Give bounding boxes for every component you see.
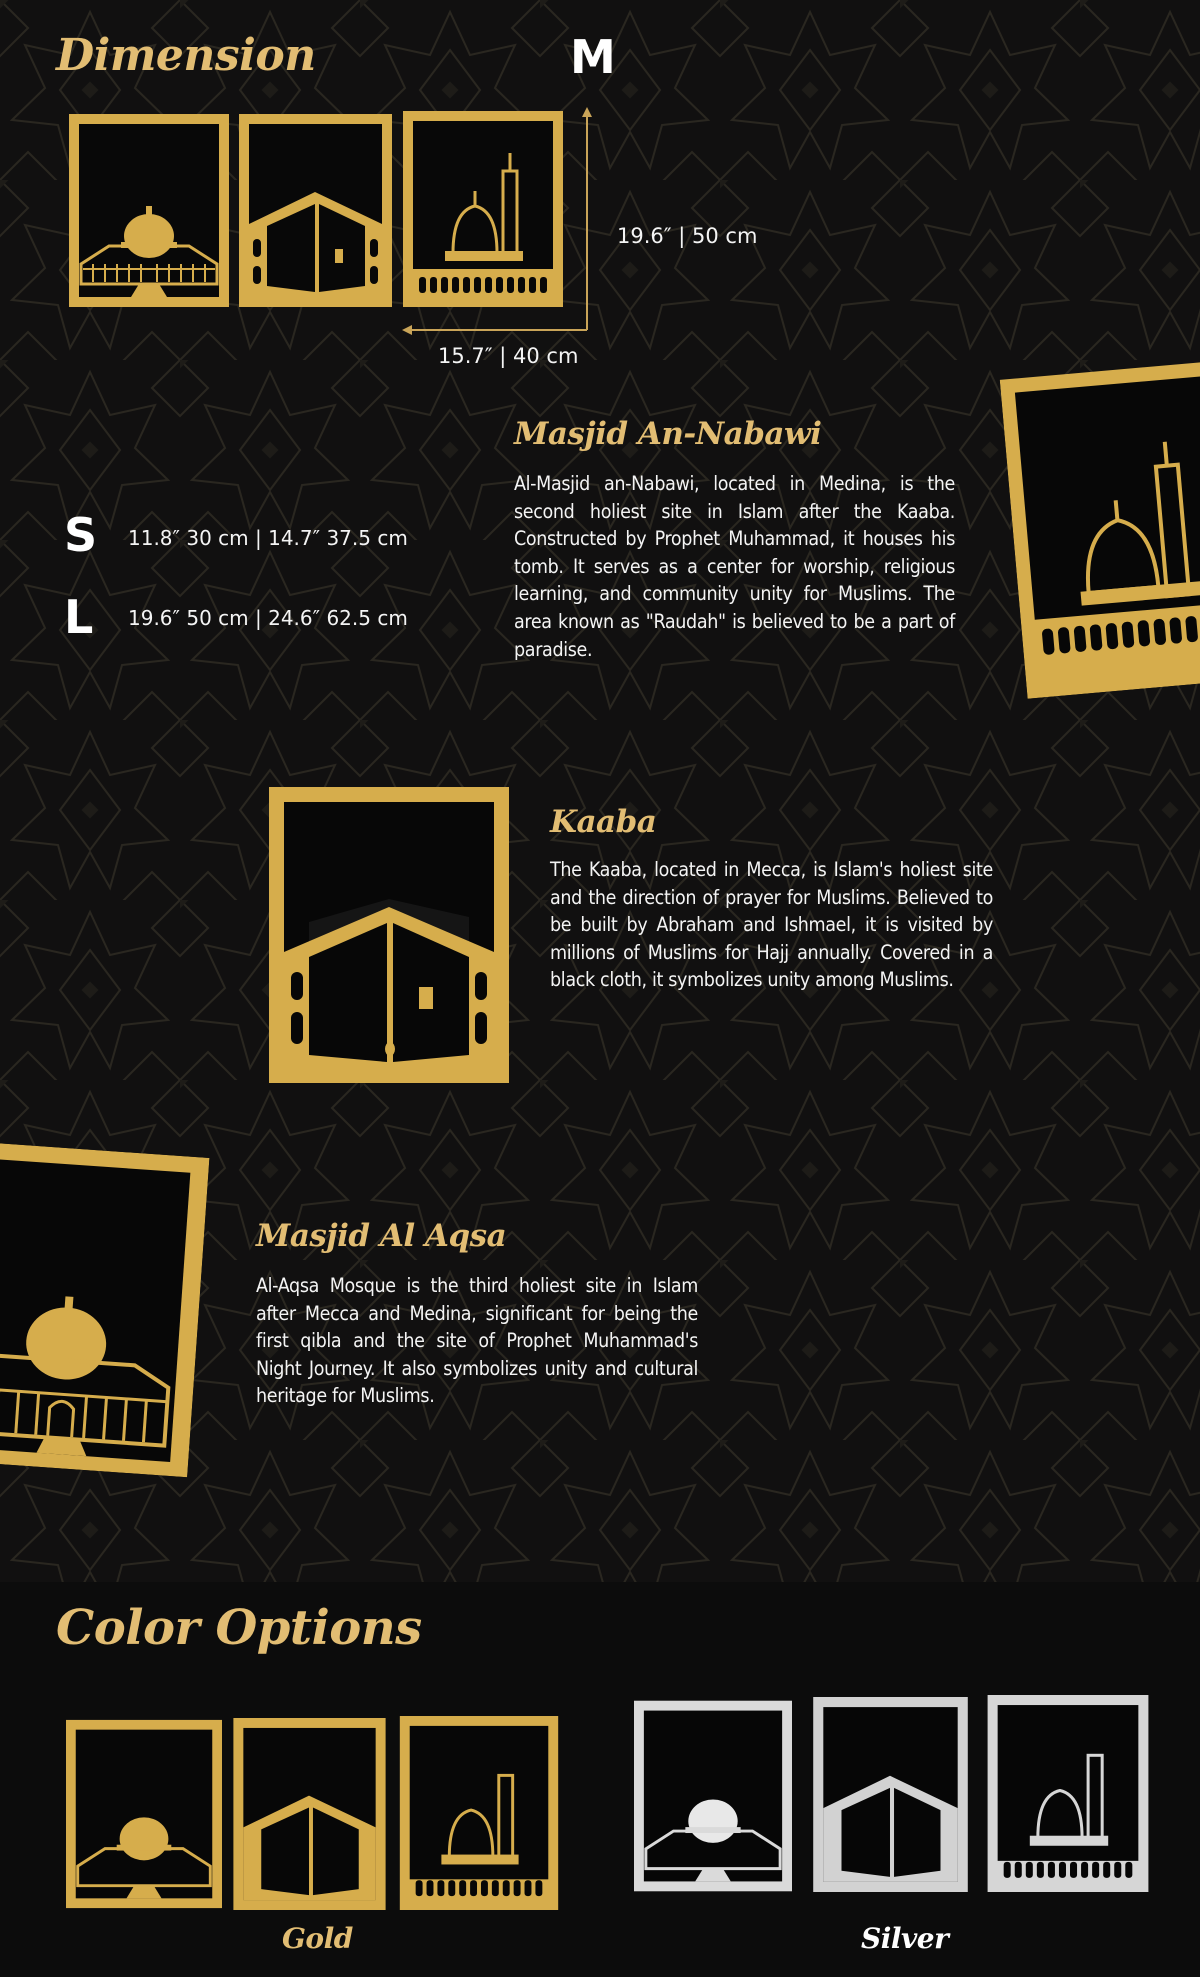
panel-al-aqsa-gold (69, 114, 229, 307)
size-label-m: M (570, 30, 616, 84)
color-options-title: Color Options (56, 1600, 422, 1656)
kaaba-description: The Kaaba, located in Mecca, is Islam's holiest site and the direction of prayer for Muslims. Believed to be built by Abraham and Ishmael, it is visited by millions of Muslims for Hajj annually. Covered in a black cloth, it symbolizes unity among Muslims. (550, 858, 993, 992)
size-letter-l: L (64, 590, 94, 644)
silver-panel-kaaba (813, 1697, 968, 1892)
kaaba-artwork-icon (239, 114, 392, 307)
size-letter-s: S (64, 508, 98, 562)
gold-panel-nabawi (398, 1716, 560, 1910)
nabawi-title: Masjid An-Nabawi (514, 416, 822, 452)
color-option-gold-label: Gold (282, 1922, 353, 1955)
silver-panel-al-aqsa (634, 1700, 792, 1892)
dimension-title: Dimension (56, 30, 316, 81)
dimension-height: 19.6″ | 50 cm (617, 224, 758, 248)
size-value-s: 11.8″ 30 cm | 14.7″ 37.5 cm (128, 526, 408, 550)
panel-nabawi-feature (998, 342, 1200, 699)
aqsa-title: Masjid Al Aqsa (256, 1218, 507, 1254)
color-option-silver-label: Silver (861, 1922, 949, 1955)
kaaba-title: Kaaba (550, 804, 657, 840)
panel-kaaba-feature (269, 787, 509, 1083)
silver-panel-nabawi (986, 1695, 1150, 1892)
nabawi-description: Al-Masjid an-Nabawi, located in Medina, is the second holiest site in Islam after the Kaaba. Constructed by Prophet Muhammad, it houses his tomb. It serves as a center for worship, religious learning, and community unity for Muslims. The area known as "Raudah" is believed to be a part of paradise. (514, 472, 955, 661)
gold-panel-al-aqsa (66, 1718, 222, 1910)
panel-kaaba-gold (239, 114, 392, 307)
gold-panel-kaaba (233, 1718, 386, 1910)
dimension-arrows-icon (400, 105, 600, 335)
panel-al-aqsa-feature (0, 1142, 209, 1477)
al-aqsa-artwork-icon (69, 114, 229, 307)
dimension-width: 15.7″ | 40 cm (438, 344, 579, 368)
aqsa-description: Al-Aqsa Mosque is the third holiest site in Islam after Mecca and Medina, significant for being the first qibla and the site of Prophet Muhammad's Night Journey. It also symbolizes unity and cultural heritage for Muslims. (256, 1274, 698, 1408)
size-value-l: 19.6″ 50 cm | 24.6″ 62.5 cm (128, 606, 408, 630)
